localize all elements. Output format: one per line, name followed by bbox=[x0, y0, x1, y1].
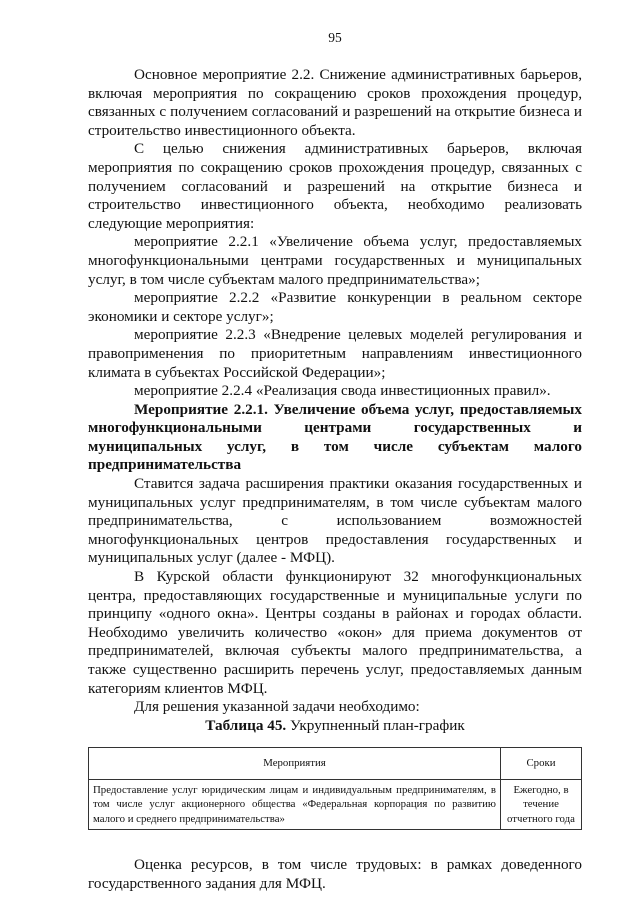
table-row bbox=[89, 779, 582, 830]
paragraph-kursk-centers: В Курской области функционируют 32 многофункциональных центра, предоставляющих государственные и муниципальные услуги по принципу «одного окна». Центры созданы в районах и городах области. Необходимо увеличить количество «окон» для приема документов от предпринимателей, включая субъекты малого предпринимательства, а также существенно расширить перечень услуг, предоставляемых данным категориям клиентов МФЦ. bbox=[88, 568, 582, 697]
table-cell-term: Ежегодно, в течение отчетного года bbox=[501, 779, 582, 830]
paragraph-measure-2-2-3: мероприятие 2.2.3 «Внедрение целевых моделей регулирования и правоприменения по приоритетным направлениям инвестиционного климата в субъектах Российской Федерации»; bbox=[88, 326, 582, 381]
paragraph-purpose: С целью снижения административных барьеров, включая мероприятия по сокращению сроков прохождения процедур, связанных с получением согласований и разрешений на открытие бизнеса и строительство инвестиционного объекта, необходимо реализовать следующие мероприятия: bbox=[88, 140, 582, 232]
table-caption-number: Таблица 45. bbox=[205, 716, 287, 734]
table-caption-title: Укрупненный план-график bbox=[286, 716, 465, 734]
header-measures: Мероприятия bbox=[89, 748, 501, 780]
table-header-row bbox=[89, 748, 582, 780]
table-caption bbox=[88, 717, 582, 736]
body-text bbox=[88, 66, 582, 717]
plan-schedule-table bbox=[88, 747, 582, 830]
paragraph-measure-2-2-1: мероприятие 2.2.1 «Увеличение объема услуг, предоставляемых многофункциональными центрами государственных и муниципальных услуг, в том числе субъектам малого предпринимательства»; bbox=[88, 233, 582, 288]
table-cell-measure: Предоставление услуг юридическим лицам и индивидуальным предпринимателям, в том числе услуг акционерного общества «Федеральная корпорация по развитию малого и среднего предпринимательства» bbox=[89, 779, 501, 830]
page-number: 95 bbox=[328, 30, 342, 45]
section-heading: Мероприятие 2.2.1. Увеличение объема услуг, предоставляемых многофункциональными центрами государственных и муниципальных услуг, в том числе субъектам малого предпринимательства bbox=[88, 400, 582, 474]
paragraph-measure-2-2-2: мероприятие 2.2.2 «Развитие конкуренции в реальном секторе экономики и секторе услуг»; bbox=[88, 289, 582, 325]
closing-text bbox=[88, 856, 582, 893]
paragraph-main-measure: Основное мероприятие 2.2. Снижение административных барьеров, включая мероприятия по сокращению сроков прохождения процедур, связанных с получением согласований и разрешений на открытие бизнеса и строительство инвестиционного объекта. bbox=[88, 66, 582, 139]
paragraph-resources: Оценка ресурсов, в том числе трудовых: в рамках доведенного государственного задания для МФЦ. bbox=[88, 856, 582, 892]
paragraph-measure-2-2-4: мероприятие 2.2.4 «Реализация свода инвестиционных правил». bbox=[134, 382, 551, 400]
header-terms: Сроки bbox=[501, 748, 582, 780]
paragraph-solution: Для решения указанной задачи необходимо: bbox=[134, 698, 420, 716]
paragraph-task: Ставится задача расширения практики оказания государственных и муниципальных услуг предпринимателям, в том числе субъектам малого предпринимательства, с использованием возможностей многофункциональных центров предоставления государственных и муниципальных услуг (далее - МФЦ). bbox=[88, 475, 582, 567]
